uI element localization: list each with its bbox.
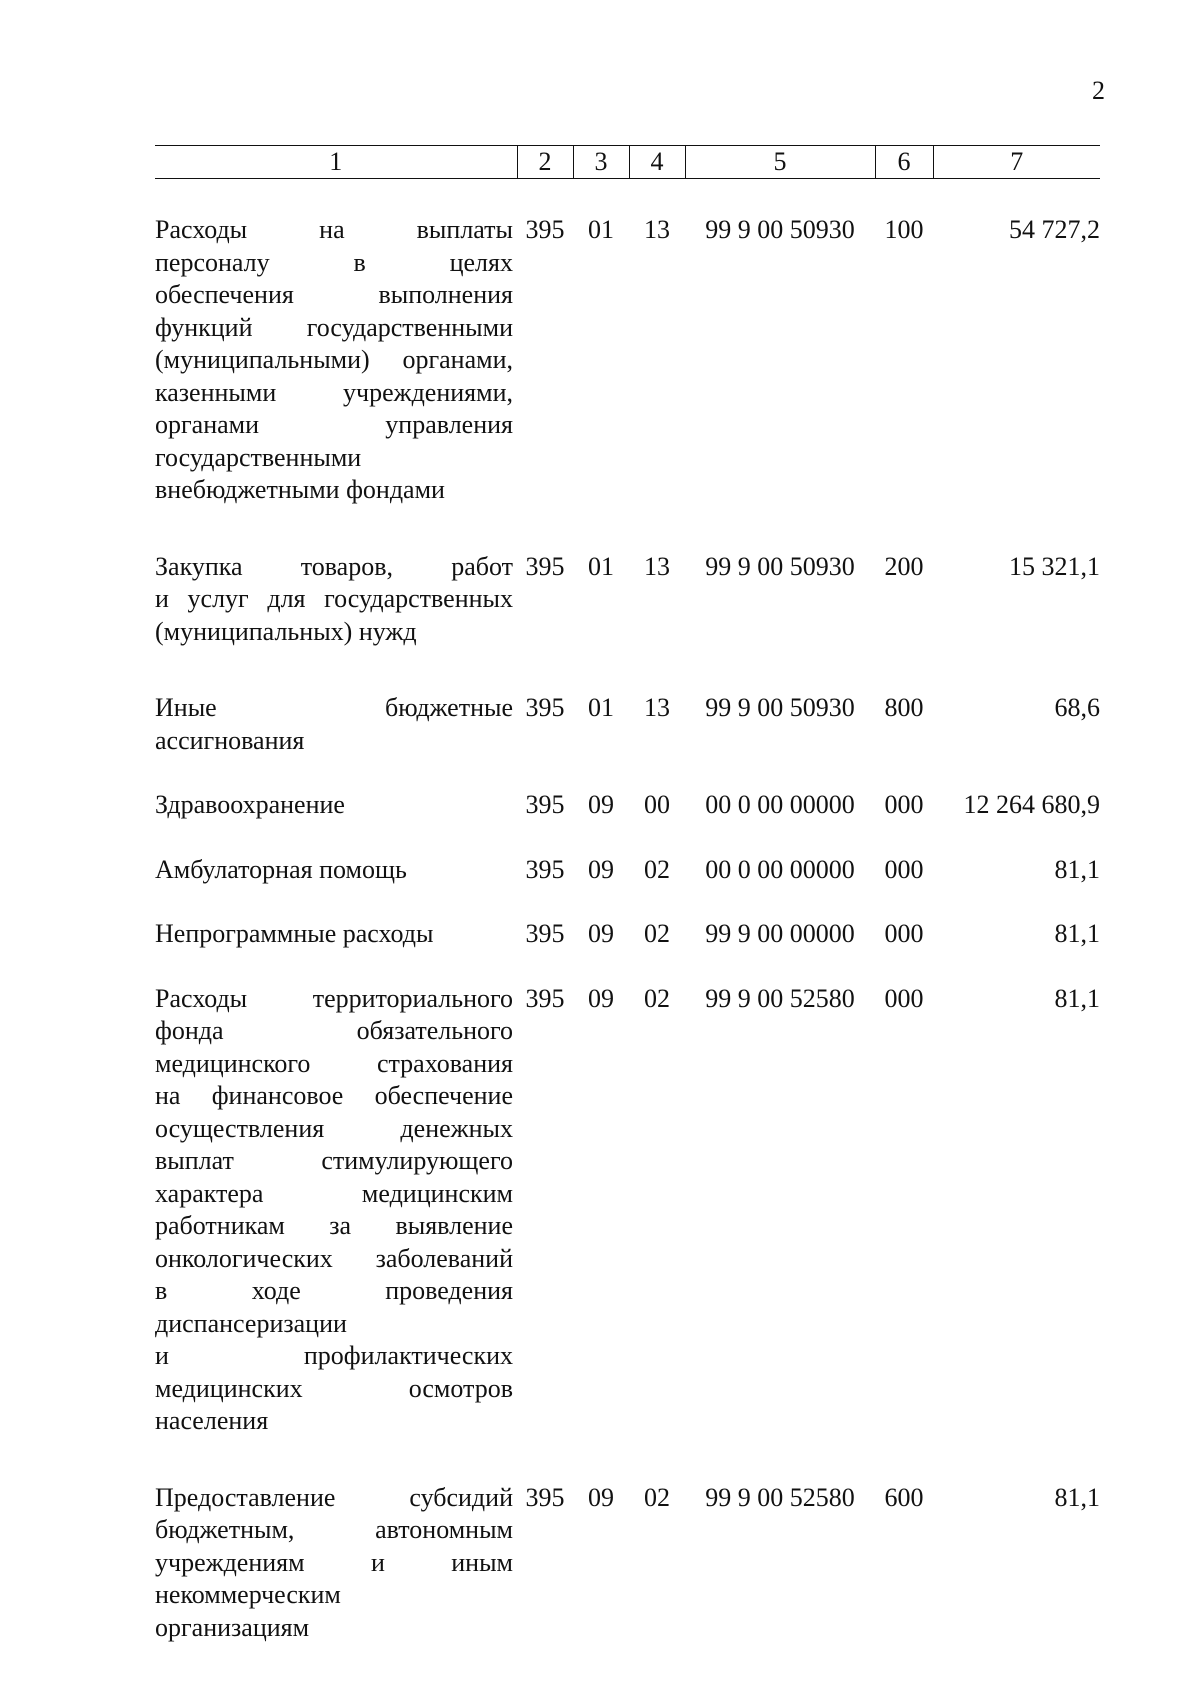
page-number: 2 xyxy=(1092,76,1105,105)
header-col-5: 5 xyxy=(685,146,875,179)
description-line: характера медицинским xyxy=(155,1178,513,1208)
amount: 54 727,2 xyxy=(1009,215,1100,244)
expense-type-code: 600 xyxy=(884,1482,924,1512)
description-line: онкологических заболеваний xyxy=(155,1243,513,1273)
subsection-code: 02 xyxy=(644,854,670,884)
description-line: персоналу в целях xyxy=(155,247,513,277)
section-code: 01 xyxy=(588,693,614,722)
expense-type-code: 800 xyxy=(884,693,924,722)
section-code: 01 xyxy=(588,215,614,244)
table-row xyxy=(155,789,1100,822)
target-article-code: 99 9 00 50930 xyxy=(705,551,855,581)
expense-type-code: 000 xyxy=(884,854,924,884)
description-line: некоммерческим xyxy=(155,1580,341,1609)
section-code: 09 xyxy=(588,983,614,1013)
description-line: работникам за выявление xyxy=(155,1211,513,1240)
description-line: государственными xyxy=(155,442,362,472)
row-description xyxy=(155,551,517,649)
header-col-1: 1 xyxy=(155,146,517,179)
table-row xyxy=(155,854,1100,887)
target-article-code: 99 9 00 00000 xyxy=(705,919,855,948)
description-line: медицинского страхования xyxy=(155,1048,513,1078)
subsection-code: 13 xyxy=(644,693,670,722)
target-article-code: 99 9 00 50930 xyxy=(705,215,855,244)
description-line: функций государственными xyxy=(155,312,513,342)
description-line: (муниципальных) нужд xyxy=(155,616,417,646)
row-description xyxy=(155,1482,517,1645)
description-line: организациям xyxy=(155,1612,310,1642)
section-code: 09 xyxy=(588,790,614,819)
amount: 81,1 xyxy=(1054,1482,1100,1512)
description-line: фонда обязательного xyxy=(155,1016,513,1045)
table-row xyxy=(155,214,1100,507)
target-article-code: 99 9 00 52580 xyxy=(705,1482,855,1512)
table-row xyxy=(155,1482,1100,1645)
row-description xyxy=(155,214,517,507)
header-col-6: 6 xyxy=(875,146,933,179)
description-line: Иные бюджетные xyxy=(155,693,513,722)
description-line: внебюджетными фондами xyxy=(155,475,445,504)
row-description xyxy=(155,854,517,887)
expense-type-code: 100 xyxy=(884,215,924,244)
description-line: Амбулаторная помощь xyxy=(155,854,407,884)
expense-type-code: 000 xyxy=(884,919,924,948)
ministry-code: 395 xyxy=(525,854,565,884)
target-article-code: 99 9 00 50930 xyxy=(705,693,855,722)
amount: 81,1 xyxy=(1054,983,1100,1013)
description-line: обеспечения выполнения xyxy=(155,280,513,309)
header-col-2: 2 xyxy=(517,146,573,179)
description-line: в ходе проведения xyxy=(155,1276,513,1305)
amount: 68,6 xyxy=(1054,693,1100,722)
column-header-row xyxy=(155,145,1100,179)
description-line: осуществления денежных xyxy=(155,1113,513,1143)
description-line: (муниципальными) органами, xyxy=(155,345,513,374)
expense-type-code: 000 xyxy=(884,790,924,819)
row-description xyxy=(155,692,517,757)
ministry-code: 395 xyxy=(525,693,565,722)
subsection-code: 13 xyxy=(644,215,670,244)
section-code: 09 xyxy=(588,919,614,948)
expense-type-code: 000 xyxy=(884,983,924,1013)
description-line: учреждениям и иным xyxy=(155,1547,513,1577)
ministry-code: 395 xyxy=(525,790,565,819)
expense-type-code: 200 xyxy=(884,551,924,581)
description-line: выплат стимулирующего xyxy=(155,1146,513,1175)
budget-rows xyxy=(155,214,1100,1644)
target-article-code: 00 0 00 00000 xyxy=(705,790,855,819)
target-article-code: 00 0 00 00000 xyxy=(705,854,855,884)
table-row xyxy=(155,983,1100,1438)
description-line: бюджетным, автономным xyxy=(155,1515,513,1544)
ministry-code: 395 xyxy=(525,1482,565,1512)
description-line: Предоставление субсидий xyxy=(155,1482,513,1512)
ministry-code: 395 xyxy=(525,551,565,581)
table-row xyxy=(155,692,1100,757)
header-col-7: 7 xyxy=(933,146,1100,179)
amount: 81,1 xyxy=(1054,919,1100,948)
description-line: Расходы на выплаты xyxy=(155,215,513,244)
row-description xyxy=(155,918,517,951)
description-line: Расходы территориального xyxy=(155,983,513,1013)
ministry-code: 395 xyxy=(525,919,565,948)
description-line: и профилактических xyxy=(155,1341,513,1370)
table-row xyxy=(155,918,1100,951)
subsection-code: 00 xyxy=(644,790,670,819)
row-description xyxy=(155,983,517,1438)
ministry-code: 395 xyxy=(525,215,565,244)
subsection-code: 02 xyxy=(644,1482,670,1512)
section-code: 09 xyxy=(588,1482,614,1512)
amount: 12 264 680,9 xyxy=(963,790,1100,819)
description-line: казенными учреждениями, xyxy=(155,377,513,407)
subsection-code: 02 xyxy=(644,983,670,1013)
description-line: Здравоохранение xyxy=(155,790,345,819)
description-line: населения xyxy=(155,1406,269,1435)
description-line: медицинских осмотров xyxy=(155,1373,513,1403)
description-line: ассигнования xyxy=(155,725,305,755)
amount: 81,1 xyxy=(1054,854,1100,884)
subsection-code: 02 xyxy=(644,919,670,948)
subsection-code: 13 xyxy=(644,551,670,581)
description-line: на финансовое обеспечение xyxy=(155,1081,513,1110)
table-row xyxy=(155,551,1100,649)
ministry-code: 395 xyxy=(525,983,565,1013)
row-description xyxy=(155,789,517,822)
section-code: 09 xyxy=(588,854,614,884)
description-line: и услуг для государственных xyxy=(155,584,513,613)
description-line: Непрограммные расходы xyxy=(155,919,434,948)
header-col-3: 3 xyxy=(573,146,629,179)
target-article-code: 99 9 00 52580 xyxy=(705,983,855,1013)
header-col-4: 4 xyxy=(629,146,685,179)
description-line: органами управления xyxy=(155,410,513,439)
amount: 15 321,1 xyxy=(1009,551,1100,581)
section-code: 01 xyxy=(588,551,614,581)
description-line: Закупка товаров, работ xyxy=(155,551,513,581)
description-line: диспансеризации xyxy=(155,1308,347,1338)
